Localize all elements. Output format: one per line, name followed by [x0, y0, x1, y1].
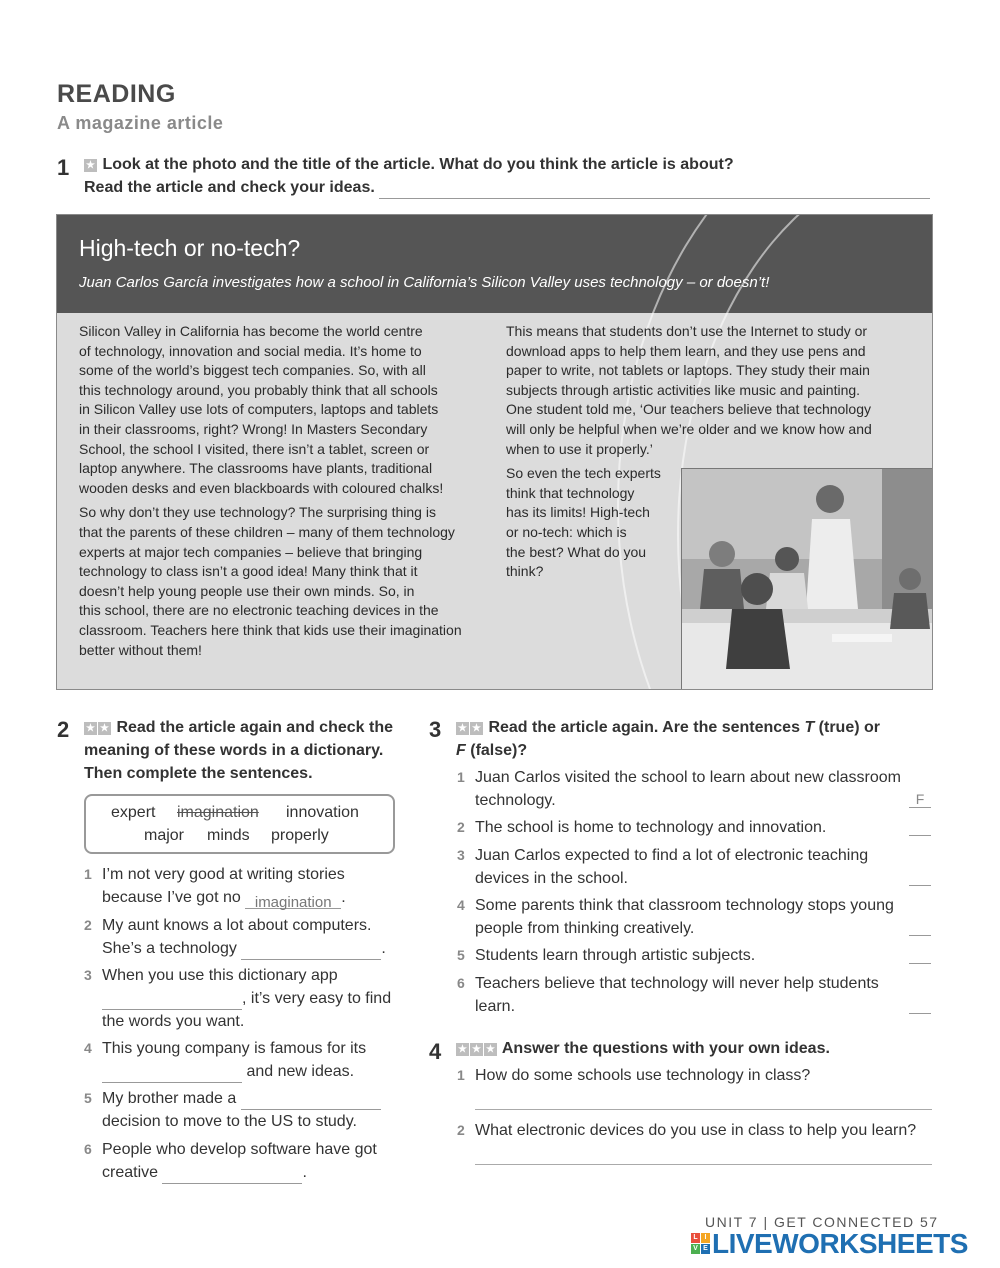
exercise-3-instructions: ★ ★ Read the article again. Are the sentences T (true) or F (false)? [456, 719, 880, 759]
exercise-2-item-1: 1 I’m not very good at writing stories because I’ve got no imagination . [84, 866, 346, 911]
logo-tiles-icon: L I V E [691, 1233, 711, 1255]
answer-field[interactable] [102, 1065, 242, 1083]
tf-answer-5[interactable] [909, 946, 931, 964]
brand-name: LIVEWORKSHEETS [712, 1228, 968, 1259]
article-paragraph-2: So why don’t they use technology? The surprising thing is that the parents of these children – many of them technology experts at major tech companies – believe that bringing technology to class isn’t a good idea! Many think that it doesn’t help young people use their own minds. So, in this school, there are no electronic teaching devices in the classroom. Teachers here think that kids use their imagination better without them! [79, 504, 462, 658]
word-innovation: innovation [286, 804, 359, 821]
answer-field[interactable] [241, 942, 381, 960]
answer-field-filled[interactable]: imagination [245, 891, 341, 909]
exercise-4-number: 4 [429, 1039, 442, 1064]
exercise-1-answer-field[interactable] [379, 181, 930, 199]
article-paragraph-1: Silicon Valley in California has become the world centre of technology, innovation and social media. It’s home to some of the world’s biggest tech companies. So, with all this technology around, you probably think that all schools in Silicon Valley use lots of computers, laptops and tablets in their classrooms, right? Wrong! In Masters Secondary School, the school I visited, there isn’t a tablet, screen or laptop anywhere. The classrooms have plants, traditional wooden desks and even blackboards with coloured chalks! [79, 323, 444, 496]
exercise-2-item-3: 3 When you use this dictionary app , it’s very easy to find the words you want. [84, 967, 392, 1030]
article-paragraph-4: So even the tech experts think that technology has its limits! High-tech or no-tech: which is the best? What do you think? [506, 465, 661, 580]
article-subtitle: Juan Carlos García investigates how a school in California’s Silicon Valley uses technology – or doesn’t! [79, 274, 770, 291]
article-paragraph-3: This means that students don’t use the Internet to study or download apps to help them learn, and they use pens and paper to write, not tablets or laptops. They study their main subjects through artistic activities like music and painting. One student told me, ‘Our teachers believe that technology will only be helpful when we’re older and we know how and when to use it properly.’ [506, 323, 872, 457]
exercise-2-number: 2 [57, 717, 70, 742]
exercise-2-item-2: 2 My aunt knows a lot about computers. She’s a technology . [84, 914, 414, 960]
star-icon: ★ [456, 722, 469, 735]
liveworksheets-logo [691, 1229, 991, 1259]
exercise-3-item-3: 3 Juan Carlos expected to find a lot of electronic teaching devices in the school. [457, 847, 869, 887]
exercise-1-number: 1 [57, 155, 70, 180]
exercise-2-item-4: 4 This young company is famous for its and new ideas. [84, 1037, 414, 1083]
star-icon: ★ [470, 1043, 483, 1056]
star-icon: ★ [470, 722, 483, 735]
exercise-3-item-2: 2 The school is home to technology and innovation. [457, 819, 827, 836]
tf-answer-1[interactable]: F [909, 790, 931, 808]
article-title: High-tech or no-tech? [79, 235, 301, 261]
answer-field[interactable] [162, 1166, 302, 1184]
word-properly: properly [271, 827, 329, 844]
article-column-left [79, 322, 499, 665]
star-icon: ★ [84, 722, 97, 735]
tf-answer-4[interactable] [909, 918, 931, 936]
answer-field[interactable] [241, 1092, 381, 1110]
exercise-2-instructions: ★ ★ Read the article again and check the meaning of these words in a dictionary. Then complete the sentences. [84, 719, 393, 782]
word-box [84, 794, 395, 854]
answer-field[interactable] [102, 992, 242, 1010]
classroom-photo [681, 468, 933, 690]
classroom-illustration [682, 469, 933, 690]
exercise-4-item-2: 2 What electronic devices do you use in class to help you learn? [457, 1122, 917, 1139]
star-icon: ★ [84, 159, 97, 172]
exercise-2-item-5: 5 My brother made a decision to move to the US to study. [84, 1087, 414, 1133]
exercise-4-item-1: 1 How do some schools use technology in class? [457, 1067, 811, 1084]
word-major: major [144, 827, 185, 844]
star-icon: ★ [456, 1043, 469, 1056]
exercise-3-number: 3 [429, 717, 442, 742]
exercise-3-item-4: 4 Some parents think that classroom technology stops young people from thinking creatively. [457, 897, 894, 937]
word-minds: minds [207, 827, 250, 844]
exercise-4-answer-field-2[interactable] [475, 1164, 932, 1165]
exercise-4-instructions: ★ ★ ★ Answer the questions with your own ideas. [456, 1037, 936, 1060]
exercise-1-line-1: Look at the photo and the title of the article. What do you think the article is about? [102, 156, 734, 173]
section-title: READING [57, 80, 176, 108]
exercise-1-line-2: Read the article and check your ideas. [84, 179, 375, 196]
word-expert: expert [111, 804, 156, 821]
exercise-1-instructions [84, 153, 944, 199]
word-imagination: imagination [177, 804, 259, 821]
page-footer: UNIT 7 | GET CONNECTED 57 [705, 1214, 939, 1230]
tf-answer-3[interactable] [909, 868, 931, 886]
exercise-2-item-6: 6 People who develop software have got creative . [84, 1138, 414, 1184]
section-subtitle: A magazine article [57, 113, 224, 133]
exercise-3-item-6: 6 Teachers believe that technology will never help students learn. [457, 975, 879, 1015]
tf-answer-6[interactable] [909, 996, 931, 1014]
exercise-3-item-5: 5 Students learn through artistic subjects. [457, 947, 756, 964]
star-icon: ★ [98, 722, 111, 735]
star-icon: ★ [484, 1043, 497, 1056]
exercise-4-answer-field-1[interactable] [475, 1109, 932, 1110]
exercise-3-item-1: 1 Juan Carlos visited the school to learn about new classroom technology. [457, 769, 901, 809]
tf-answer-2[interactable] [909, 818, 931, 836]
magazine-article [56, 214, 933, 690]
